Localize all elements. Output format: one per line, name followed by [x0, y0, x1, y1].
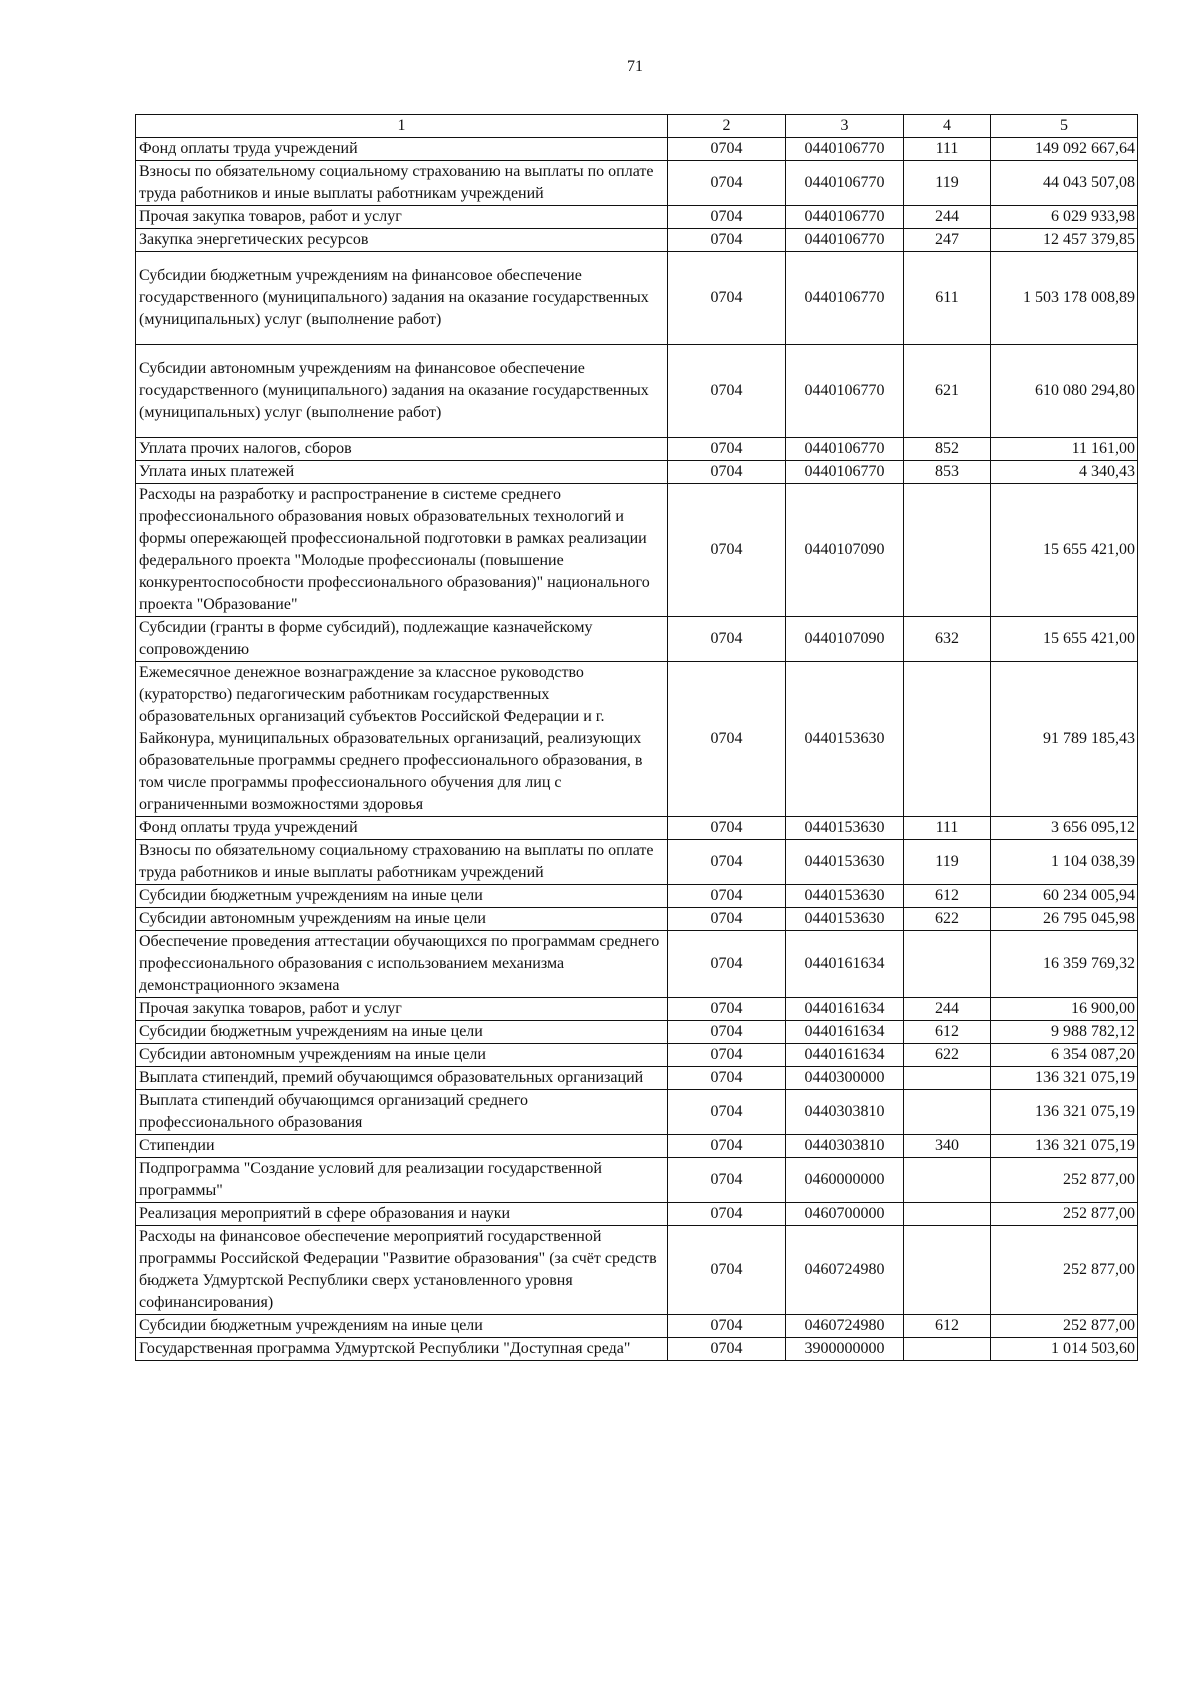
row-amount: 44 043 507,08 [991, 161, 1138, 206]
row-target-code: 0460700000 [786, 1203, 904, 1226]
row-target-code: 0460724980 [786, 1226, 904, 1315]
row-target-code: 0440153630 [786, 817, 904, 840]
row-expense-type [904, 1226, 991, 1315]
row-target-code: 0440303810 [786, 1090, 904, 1135]
row-name: Субсидии автономным учреждениям на иные цели [136, 908, 668, 931]
row-target-code: 0440300000 [786, 1067, 904, 1090]
table-body [136, 138, 1138, 1361]
row-section-code: 0704 [668, 1338, 786, 1361]
row-expense-type [904, 1090, 991, 1135]
table-row [136, 817, 1138, 840]
row-target-code: 0440153630 [786, 885, 904, 908]
row-section-code: 0704 [668, 1135, 786, 1158]
row-section-code: 0704 [668, 908, 786, 931]
row-target-code: 0440153630 [786, 908, 904, 931]
row-expense-type: 247 [904, 229, 991, 252]
row-name: Субсидии (гранты в форме субсидий), подлежащие казначейскому сопровождению [136, 617, 668, 662]
row-expense-type: 622 [904, 908, 991, 931]
row-amount: 3 656 095,12 [991, 817, 1138, 840]
row-name: Субсидии бюджетным учреждениям на иные цели [136, 885, 668, 908]
row-amount: 91 789 185,43 [991, 662, 1138, 817]
row-section-code: 0704 [668, 1090, 786, 1135]
row-target-code: 0440106770 [786, 229, 904, 252]
row-expense-type: 612 [904, 885, 991, 908]
row-name: Государственная программа Удмуртской Республики "Доступная среда" [136, 1338, 668, 1361]
row-section-code: 0704 [668, 206, 786, 229]
table-row [136, 998, 1138, 1021]
header-col-3: 3 [786, 115, 904, 138]
row-section-code: 0704 [668, 1021, 786, 1044]
row-expense-type [904, 1203, 991, 1226]
row-section-code: 0704 [668, 484, 786, 617]
row-amount: 1 503 178 008,89 [991, 252, 1138, 345]
row-amount: 11 161,00 [991, 438, 1138, 461]
row-name: Ежемесячное денежное вознаграждение за классное руководство (кураторство) педагогическим работникам государственных образовательных организаций субъектов Российской Федерации и г. Байконура, муниципальных образовательных организаций, реализующих образовательные программы среднего профессионального образования, в том числе программы профессионального обучения для лиц с ограниченными возможностями здоровья [136, 662, 668, 817]
row-section-code: 0704 [668, 138, 786, 161]
row-amount: 136 321 075,19 [991, 1135, 1138, 1158]
row-target-code: 0440161634 [786, 1044, 904, 1067]
table-row [136, 908, 1138, 931]
row-name: Прочая закупка товаров, работ и услуг [136, 206, 668, 229]
row-section-code: 0704 [668, 885, 786, 908]
row-amount: 15 655 421,00 [991, 484, 1138, 617]
row-target-code: 0440107090 [786, 617, 904, 662]
row-section-code: 0704 [668, 161, 786, 206]
row-target-code: 3900000000 [786, 1338, 904, 1361]
table-row [136, 438, 1138, 461]
table-row [136, 206, 1138, 229]
row-name: Расходы на разработку и распространение в системе среднего профессионального образования новых образовательных технологий и формы опережающей профессиональной подготовки в рамках реализации федерального проекта "Молодые профессионалы (повышение конкурентоспособности профессионального образования)" национального проекта "Образование" [136, 484, 668, 617]
row-amount: 16 359 769,32 [991, 931, 1138, 998]
row-name: Прочая закупка товаров, работ и услуг [136, 998, 668, 1021]
row-amount: 1 014 503,60 [991, 1338, 1138, 1361]
row-target-code: 0440106770 [786, 252, 904, 345]
row-amount: 1 104 038,39 [991, 840, 1138, 885]
row-expense-type: 111 [904, 817, 991, 840]
row-section-code: 0704 [668, 345, 786, 438]
row-section-code: 0704 [668, 229, 786, 252]
table-row [136, 345, 1138, 438]
row-name: Уплата прочих налогов, сборов [136, 438, 668, 461]
table-row [136, 885, 1138, 908]
row-section-code: 0704 [668, 662, 786, 817]
table-row [136, 138, 1138, 161]
row-section-code: 0704 [668, 1203, 786, 1226]
row-section-code: 0704 [668, 1067, 786, 1090]
row-amount: 12 457 379,85 [991, 229, 1138, 252]
row-name: Фонд оплаты труда учреждений [136, 138, 668, 161]
table-row [136, 484, 1138, 617]
row-target-code: 0440303810 [786, 1135, 904, 1158]
header-col-4: 4 [904, 115, 991, 138]
row-section-code: 0704 [668, 840, 786, 885]
row-section-code: 0704 [668, 931, 786, 998]
row-amount: 6 354 087,20 [991, 1044, 1138, 1067]
table-row [136, 461, 1138, 484]
row-expense-type: 632 [904, 617, 991, 662]
row-section-code: 0704 [668, 617, 786, 662]
row-target-code: 0440106770 [786, 138, 904, 161]
row-amount: 252 877,00 [991, 1203, 1138, 1226]
row-expense-type [904, 484, 991, 617]
header-row [136, 115, 1138, 138]
row-name: Выплата стипендий обучающимся организаций среднего профессионального образования [136, 1090, 668, 1135]
row-name: Взносы по обязательному социальному страхованию на выплаты по оплате труда работников и иные выплаты работникам учреждений [136, 840, 668, 885]
row-name: Субсидии бюджетным учреждениям на иные цели [136, 1315, 668, 1338]
row-amount: 60 234 005,94 [991, 885, 1138, 908]
table-row [136, 662, 1138, 817]
table-row [136, 617, 1138, 662]
row-expense-type: 612 [904, 1315, 991, 1338]
row-name: Закупка энергетических ресурсов [136, 229, 668, 252]
page-number: 71 [627, 58, 643, 75]
row-name: Субсидии автономным учреждениям на иные цели [136, 1044, 668, 1067]
header-col-1: 1 [136, 115, 668, 138]
row-target-code: 0440106770 [786, 461, 904, 484]
row-section-code: 0704 [668, 1226, 786, 1315]
row-expense-type: 119 [904, 840, 991, 885]
row-name: Субсидии бюджетным учреждениям на иные цели [136, 1021, 668, 1044]
table-row [136, 1338, 1138, 1361]
row-expense-type: 340 [904, 1135, 991, 1158]
table-row [136, 252, 1138, 345]
row-amount: 15 655 421,00 [991, 617, 1138, 662]
row-amount: 4 340,43 [991, 461, 1138, 484]
row-name: Стипендии [136, 1135, 668, 1158]
table-row [136, 1135, 1138, 1158]
row-section-code: 0704 [668, 461, 786, 484]
table-row [136, 1158, 1138, 1203]
table-row [136, 1067, 1138, 1090]
table-row [136, 1090, 1138, 1135]
row-name: Реализация мероприятий в сфере образования и науки [136, 1203, 668, 1226]
table-row [136, 931, 1138, 998]
row-amount: 149 092 667,64 [991, 138, 1138, 161]
header-col-2: 2 [668, 115, 786, 138]
row-target-code: 0440106770 [786, 345, 904, 438]
row-name: Расходы на финансовое обеспечение мероприятий государственной программы Российской Федерации "Развитие образования" (за счёт средств бюджета Удмуртской Республики сверх установленного уровня софинансирования) [136, 1226, 668, 1315]
row-expense-type [904, 1067, 991, 1090]
row-expense-type: 621 [904, 345, 991, 438]
table-row [136, 1044, 1138, 1067]
row-amount: 610 080 294,80 [991, 345, 1138, 438]
row-expense-type: 622 [904, 1044, 991, 1067]
row-amount: 136 321 075,19 [991, 1090, 1138, 1135]
row-amount: 6 029 933,98 [991, 206, 1138, 229]
row-target-code: 0460000000 [786, 1158, 904, 1203]
table-row [136, 1315, 1138, 1338]
row-name: Субсидии бюджетным учреждениям на финансовое обеспечение государственного (муниципального) задания на оказание государственных (муниципальных) услуг (выполнение работ) [136, 252, 668, 345]
row-name: Подпрограмма "Создание условий для реализации государственной программы" [136, 1158, 668, 1203]
row-expense-type: 244 [904, 998, 991, 1021]
row-expense-type: 611 [904, 252, 991, 345]
row-expense-type [904, 1158, 991, 1203]
row-target-code: 0460724980 [786, 1315, 904, 1338]
table-row [136, 1203, 1138, 1226]
row-section-code: 0704 [668, 817, 786, 840]
row-target-code: 0440161634 [786, 998, 904, 1021]
row-expense-type: 119 [904, 161, 991, 206]
row-target-code: 0440153630 [786, 662, 904, 817]
table-row [136, 161, 1138, 206]
row-section-code: 0704 [668, 1158, 786, 1203]
row-target-code: 0440106770 [786, 206, 904, 229]
row-amount: 26 795 045,98 [991, 908, 1138, 931]
row-expense-type: 852 [904, 438, 991, 461]
row-name: Взносы по обязательному социальному страхованию на выплаты по оплате труда работников и иные выплаты работникам учреждений [136, 161, 668, 206]
row-section-code: 0704 [668, 1315, 786, 1338]
row-expense-type: 612 [904, 1021, 991, 1044]
row-amount: 9 988 782,12 [991, 1021, 1138, 1044]
table-row [136, 229, 1138, 252]
row-expense-type: 853 [904, 461, 991, 484]
row-section-code: 0704 [668, 252, 786, 345]
row-section-code: 0704 [668, 438, 786, 461]
row-name: Уплата иных платежей [136, 461, 668, 484]
row-amount: 252 877,00 [991, 1158, 1138, 1203]
row-name: Выплата стипендий, премий обучающимся образовательных организаций [136, 1067, 668, 1090]
row-expense-type [904, 1338, 991, 1361]
row-target-code: 0440106770 [786, 438, 904, 461]
table-row [136, 1226, 1138, 1315]
header-col-5: 5 [991, 115, 1138, 138]
row-expense-type [904, 662, 991, 817]
row-amount: 16 900,00 [991, 998, 1138, 1021]
row-name: Фонд оплаты труда учреждений [136, 817, 668, 840]
row-section-code: 0704 [668, 1044, 786, 1067]
row-amount: 136 321 075,19 [991, 1067, 1138, 1090]
row-name: Субсидии автономным учреждениям на финансовое обеспечение государственного (муниципального) задания на оказание государственных (муниципальных) услуг (выполнение работ) [136, 345, 668, 438]
row-expense-type [904, 931, 991, 998]
row-amount: 252 877,00 [991, 1315, 1138, 1338]
row-name: Обеспечение проведения аттестации обучающихся по программам среднего профессионального образования с использованием механизма демонстрационного экзамена [136, 931, 668, 998]
row-target-code: 0440161634 [786, 1021, 904, 1044]
row-target-code: 0440107090 [786, 484, 904, 617]
row-expense-type: 111 [904, 138, 991, 161]
row-expense-type: 244 [904, 206, 991, 229]
row-target-code: 0440106770 [786, 161, 904, 206]
row-section-code: 0704 [668, 998, 786, 1021]
row-target-code: 0440161634 [786, 931, 904, 998]
row-target-code: 0440153630 [786, 840, 904, 885]
row-amount: 252 877,00 [991, 1226, 1138, 1315]
budget-table [135, 114, 1138, 1361]
table-row [136, 1021, 1138, 1044]
table-row [136, 840, 1138, 885]
